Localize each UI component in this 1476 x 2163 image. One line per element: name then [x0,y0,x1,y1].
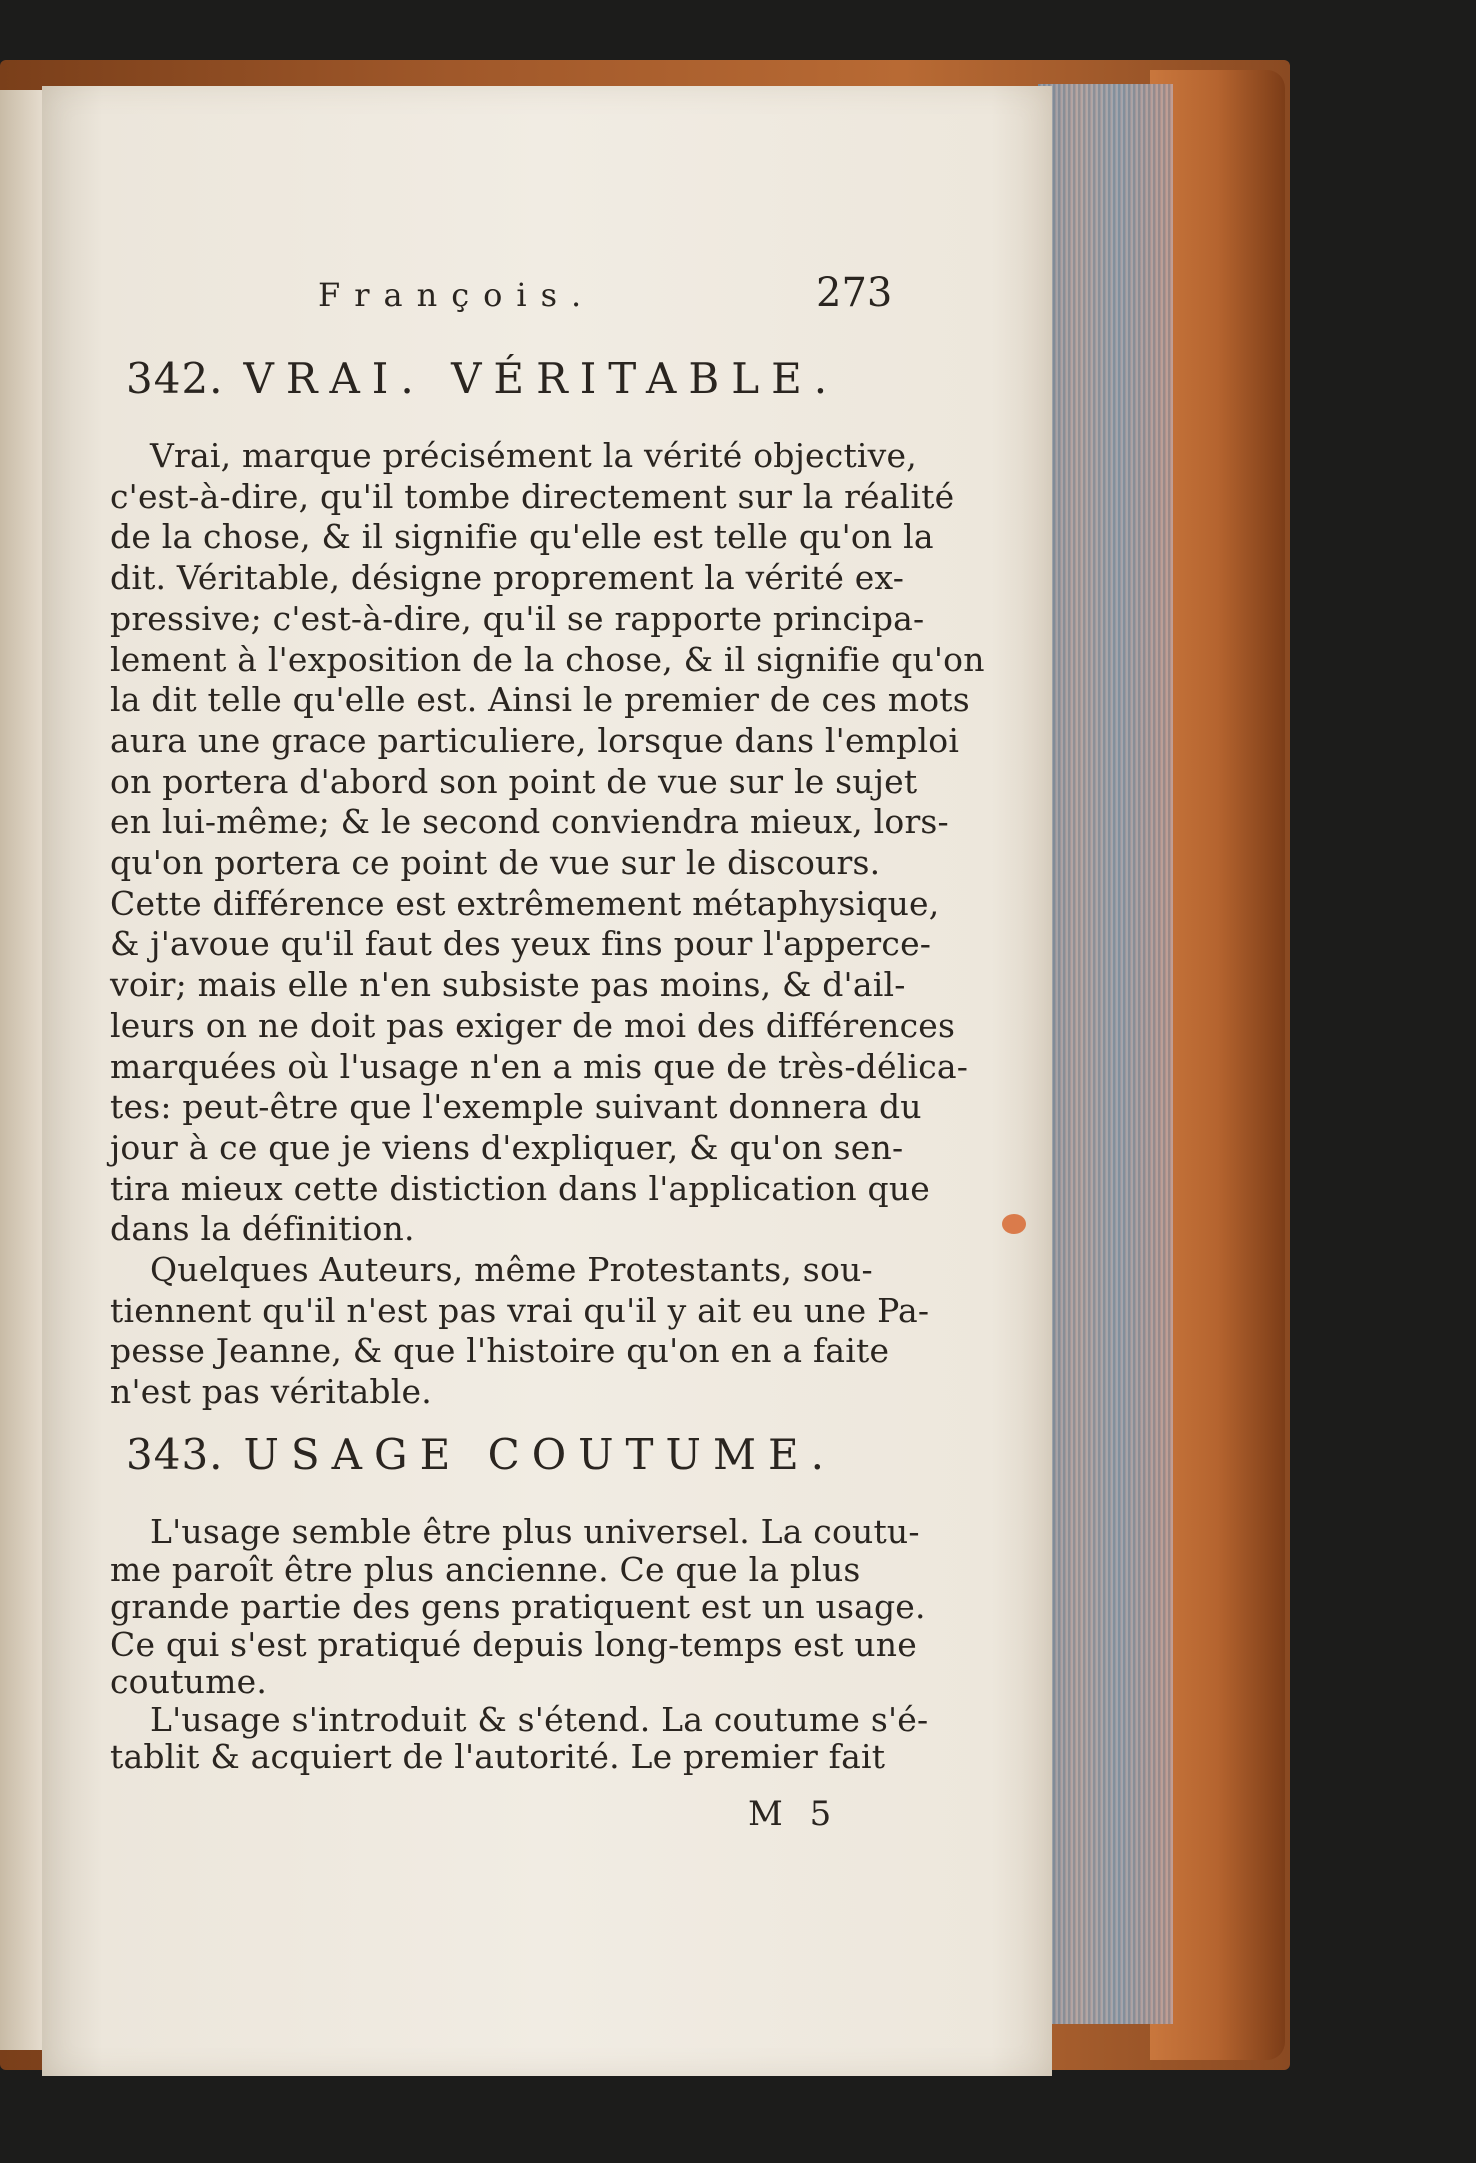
entry-343-title: USAGE COUTUME. [243,1430,836,1479]
entry-342-title: VRAI. VÉRITABLE. [243,354,840,403]
text-line: me paroît être plus ancienne. Ce que la plus [110,1549,861,1589]
text-line: Ce qui s'est pratiqué depuis long-temps est une [110,1624,917,1664]
text-line: lement à l'exposition de la chose, & il signifie qu'on [110,639,985,679]
text-line: L'usage semble être plus universel. La coutu- [150,1512,920,1551]
text-line: la dit telle qu'elle est. Ainsi le premier de ces mots [110,680,970,720]
text-line: tablit & acquiert de l'autorité. Le premier fait [110,1737,886,1776]
text-line: qu'on portera ce point de vue sur le discours. [110,843,881,882]
text-line: pressive; c'est-à-dire, qu'il se rapporte principa- [110,598,925,638]
entry-343-number: 343. [126,1430,224,1479]
text-line: c'est-à-dire, qu'il tombe directement sur la réalité [110,476,955,516]
text-line: dit. Véritable, désigne proprement la vérité ex- [110,558,905,598]
text-line: voir; mais elle n'en subsiste pas moins, & d'ail- [110,965,906,1005]
text-line: Cette différence est extrêmement métaphysique, [110,883,940,923]
text-line: Vrai, marque précisément la vérité objective, [150,436,917,475]
text-line: pesse Jeanne, & que l'histoire qu'on en a faite [110,1331,890,1371]
text-line: tira mieux cette distiction dans l'application que [110,1168,930,1208]
running-head: François. [318,276,596,314]
text-line: n'est pas véritable. [110,1372,432,1412]
text-line: dans la définition. [110,1209,415,1249]
book-page [42,86,1052,2076]
text-line: en lui-même; & le second conviendra mieux, lors- [110,802,949,842]
signature-mark: M 5 [748,1794,840,1834]
page-number: 273 [816,270,893,316]
text-line: de la chose, & il signifie qu'elle est telle qu'on la [110,517,934,557]
text-line: marquées où l'usage n'en a mis que de très-délica- [110,1046,969,1086]
text-line: grande partie des gens pratiquent est un usage. [110,1587,926,1626]
previous-page-edge [0,90,44,2050]
text-line: tiennent qu'il n'est pas vrai qu'il y ait eu une Pa- [110,1290,930,1330]
text-line: L'usage s'introduit & s'étend. La coutume s'é- [150,1699,929,1739]
text-line: tes: peut-être que l'exemple suivant donnera du [110,1087,922,1127]
text-line: Quelques Auteurs, même Protestants, sou- [150,1250,873,1289]
text-line: jour à ce que je viens d'expliquer, & qu'on sen- [110,1127,904,1167]
page-block-fore-edge [1038,84,1173,2024]
text-line: leurs on ne doit pas exiger de moi des différences [110,1005,956,1045]
entry-343-heading [126,1430,836,1479]
entry-342-number: 342. [126,354,224,403]
text-line: & j'avoue qu'il faut des yeux fins pour l'apperce- [110,924,932,964]
text-line: coutume. [110,1662,268,1701]
text-line: on portera d'abord son point de vue sur le sujet [110,761,918,801]
entry-342-heading [126,354,839,403]
text-line: aura une grace particuliere, lorsque dans l'emploi [110,720,960,760]
ink-stain [1002,1214,1026,1234]
